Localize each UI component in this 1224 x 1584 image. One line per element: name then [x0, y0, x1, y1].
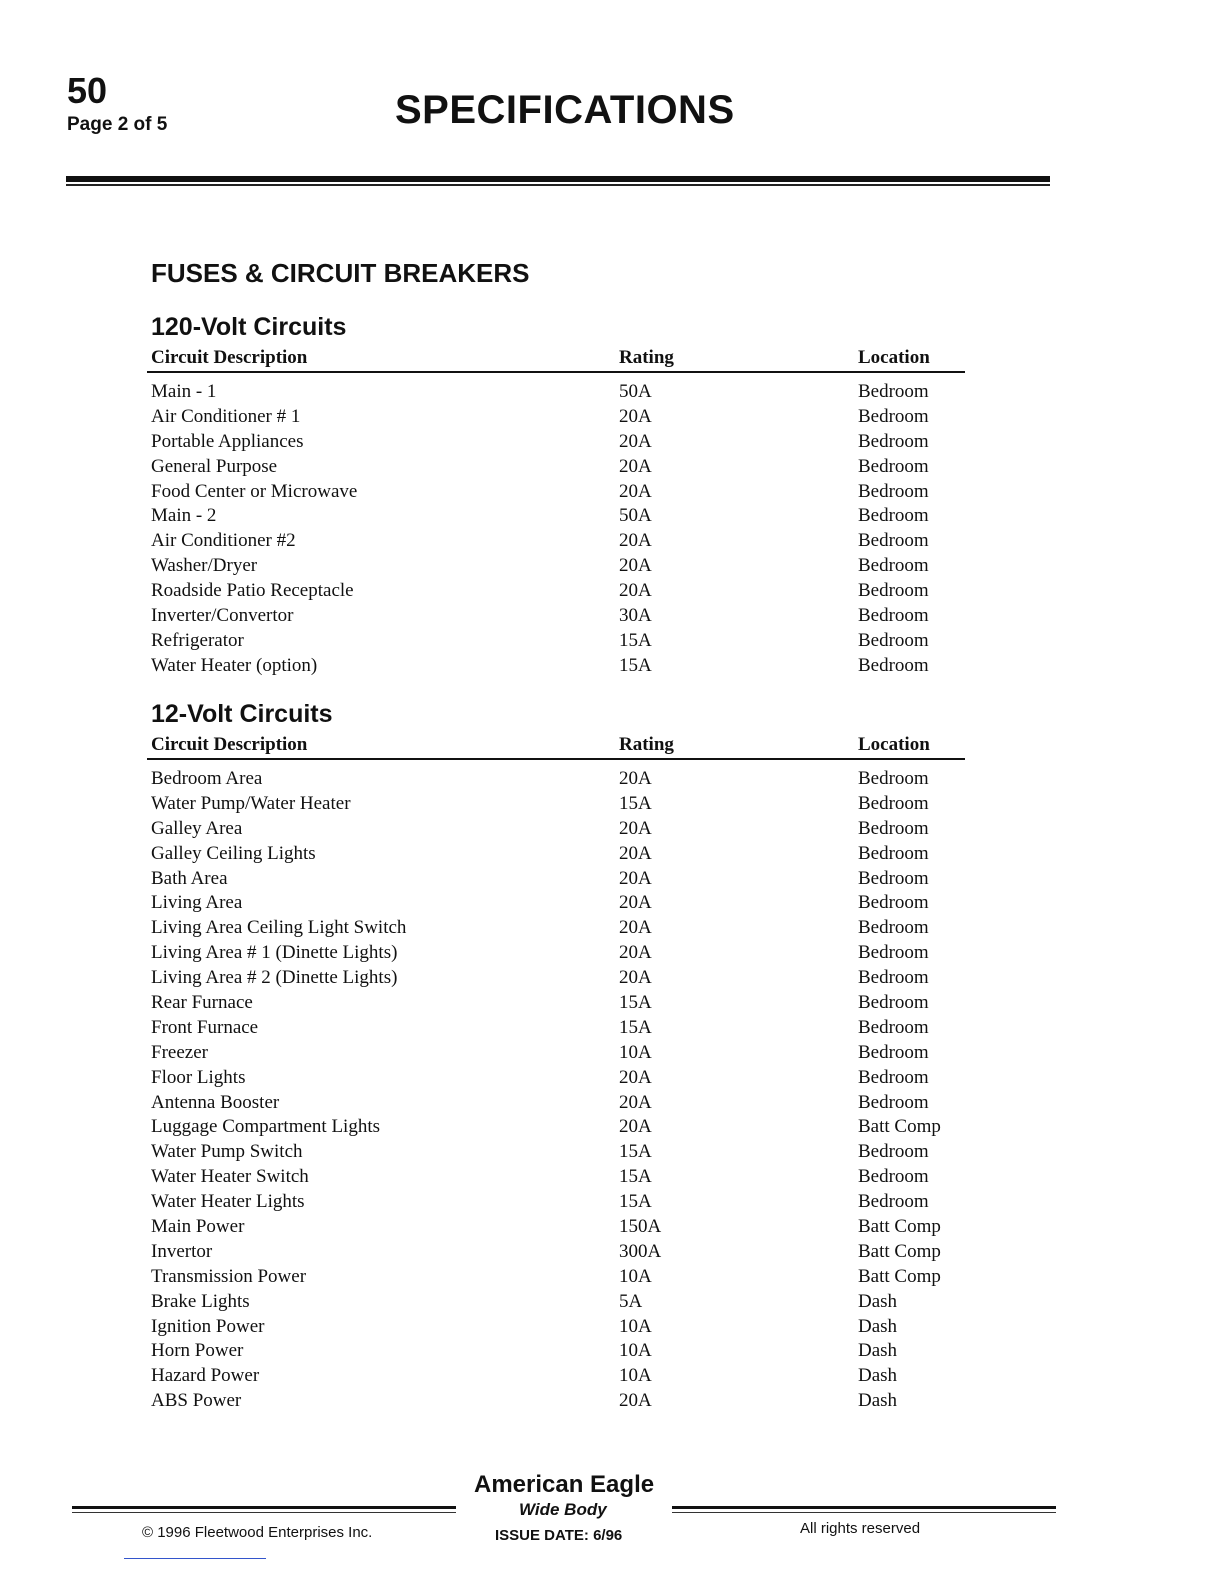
page-number: 50 [67, 70, 108, 111]
table-row [0, 1365, 1224, 1390]
footer-brand: American Eagle [474, 1471, 655, 1498]
circuit-description: General Purpose [151, 455, 278, 477]
circuit-rating: 20A [619, 942, 652, 964]
table-row [0, 843, 1224, 868]
circuit-rating: 5A [619, 1290, 643, 1312]
circuit-description: Living Area # 1 (Dinette Lights) [151, 942, 398, 964]
table-row [0, 1017, 1224, 1042]
circuit-rating: 20A [619, 405, 652, 427]
table-row [0, 655, 1224, 680]
circuit-location: Bedroom [858, 555, 929, 577]
circuit-rating: 20A [619, 1116, 652, 1138]
table-row [0, 868, 1224, 893]
circuit-rating: 15A [619, 992, 652, 1014]
table-row [0, 481, 1224, 506]
circuit-description: Washer/Dryer [151, 555, 258, 577]
circuit-rating: 15A [619, 629, 652, 651]
table-row [0, 818, 1224, 843]
circuit-location: Bedroom [858, 580, 929, 602]
table-row [0, 505, 1224, 530]
page-of-label: Page 2 of 5 [67, 114, 168, 135]
table-row [0, 793, 1224, 818]
table-row [0, 942, 1224, 967]
table-row [0, 892, 1224, 917]
circuit-description: ABS Power [151, 1390, 242, 1412]
circuit-location: Bedroom [858, 768, 929, 789]
circuit-rating: 20A [619, 867, 652, 889]
circuit-description: Inverter/Convertor [151, 605, 294, 627]
footer-sub-brand: Wide Body [519, 1500, 607, 1519]
circuit-location: Batt Comp [858, 1240, 941, 1262]
circuit-rating: 15A [619, 654, 652, 676]
circuit-rating: 20A [619, 967, 652, 989]
table-row [0, 917, 1224, 942]
circuit-location: Bedroom [858, 405, 929, 427]
table-row [0, 1291, 1224, 1316]
circuit-location: Bedroom [858, 654, 929, 676]
table-row [0, 1042, 1224, 1067]
circuit-description: Hazard Power [151, 1365, 260, 1387]
table-row [0, 530, 1224, 555]
circuit-location: Bedroom [858, 480, 929, 502]
circuit-description: Floor Lights [151, 1066, 246, 1088]
circuit-description: Horn Power [151, 1340, 244, 1362]
circuit-location: Dash [858, 1390, 898, 1412]
circuit-location: Bedroom [858, 605, 929, 627]
circuit-rating: 10A [619, 1315, 652, 1337]
circuit-rating: 20A [619, 1066, 652, 1088]
circuit-description: Water Pump Switch [151, 1141, 303, 1163]
column-header-description: Circuit Description [151, 347, 308, 368]
table-row [0, 630, 1224, 655]
circuit-description: Living Area # 2 (Dinette Lights) [151, 967, 398, 989]
circuit-location: Bedroom [858, 1141, 929, 1163]
circuit-description: Water Pump/Water Heater [151, 792, 351, 814]
table-row [0, 1092, 1224, 1117]
table-row [0, 992, 1224, 1017]
table-row [0, 431, 1224, 456]
circuit-rating: 10A [619, 1340, 652, 1362]
circuit-description: Invertor [151, 1240, 213, 1262]
table-row [0, 1191, 1224, 1216]
table-row [0, 1166, 1224, 1191]
circuit-location: Bedroom [858, 1066, 929, 1088]
footer-rule-left-thin [72, 1512, 456, 1513]
circuit-location: Bedroom [858, 867, 929, 889]
circuit-description: Bath Area [151, 867, 228, 889]
circuit-location: Bedroom [858, 1166, 929, 1188]
circuit-location: Dash [858, 1340, 898, 1362]
circuit-description: Brake Lights [151, 1290, 250, 1312]
table-title-12v: 12-Volt Circuits [151, 700, 333, 728]
circuit-location: Bedroom [858, 817, 929, 839]
circuit-description: Galley Ceiling Lights [151, 842, 316, 864]
table-title-120v: 120-Volt Circuits [151, 313, 347, 341]
footer-rule-left [72, 1506, 456, 1509]
footer-issue-date: ISSUE DATE: 6/96 [495, 1527, 623, 1544]
table-row [0, 605, 1224, 630]
circuit-description: Main Power [151, 1216, 245, 1238]
table-body-120v [0, 381, 1224, 680]
footer-underline [124, 1558, 266, 1559]
column-header-location: Location [858, 734, 930, 755]
circuit-rating: 20A [619, 430, 652, 452]
circuit-location: Bedroom [858, 792, 929, 814]
circuit-description: Bedroom Area [151, 768, 263, 789]
circuit-location: Bedroom [858, 455, 929, 477]
circuit-rating: 30A [619, 605, 652, 627]
circuit-location: Bedroom [858, 892, 929, 914]
circuit-location: Bedroom [858, 629, 929, 651]
circuit-rating: 20A [619, 892, 652, 914]
table-row [0, 555, 1224, 580]
circuit-rating: 50A [619, 381, 652, 402]
circuit-description: Main - 2 [151, 505, 217, 527]
circuit-description: Water Heater (option) [151, 654, 318, 676]
table-row [0, 1340, 1224, 1365]
circuit-rating: 20A [619, 817, 652, 839]
circuit-rating: 10A [619, 1041, 652, 1063]
circuit-rating: 150A [619, 1216, 662, 1238]
circuit-description: Main - 1 [151, 381, 217, 402]
circuit-rating: 20A [619, 455, 652, 477]
circuit-location: Bedroom [858, 917, 929, 939]
circuit-rating: 15A [619, 792, 652, 814]
column-header-location: Location [858, 347, 930, 368]
table-row [0, 406, 1224, 431]
table-row [0, 1266, 1224, 1291]
circuit-rating: 15A [619, 1016, 652, 1038]
circuit-location: Dash [858, 1315, 898, 1337]
circuit-rating: 20A [619, 917, 652, 939]
circuit-rating: 20A [619, 1390, 652, 1412]
circuit-rating: 15A [619, 1191, 652, 1213]
circuit-location: Bedroom [858, 505, 929, 527]
circuit-rating: 20A [619, 480, 652, 502]
circuit-rating: 10A [619, 1265, 652, 1287]
circuit-rating: 15A [619, 1141, 652, 1163]
circuit-location: Batt Comp [858, 1116, 941, 1138]
circuit-rating: 20A [619, 580, 652, 602]
circuit-rating: 20A [619, 1091, 652, 1113]
table-header-rule [147, 758, 965, 760]
circuit-location: Bedroom [858, 1016, 929, 1038]
circuit-location: Bedroom [858, 530, 929, 552]
footer-rule-right [672, 1506, 1056, 1509]
circuit-location: Dash [858, 1290, 898, 1312]
table-row [0, 1241, 1224, 1266]
circuit-rating: 50A [619, 505, 652, 527]
circuit-description: Front Furnace [151, 1016, 259, 1038]
circuit-location: Dash [858, 1365, 898, 1387]
table-row [0, 580, 1224, 605]
table-row [0, 1116, 1224, 1141]
circuit-rating: 20A [619, 530, 652, 552]
circuit-location: Bedroom [858, 1091, 929, 1113]
circuit-location: Bedroom [858, 381, 929, 402]
table-row [0, 381, 1224, 406]
circuit-rating: 20A [619, 842, 652, 864]
column-header-description: Circuit Description [151, 734, 308, 755]
header-rule-thin [66, 184, 1050, 186]
circuit-description: Living Area Ceiling Light Switch [151, 917, 407, 939]
footer-rule-right-thin [672, 1512, 1056, 1513]
circuit-location: Bedroom [858, 942, 929, 964]
circuit-description: Air Conditioner #2 [151, 530, 296, 552]
table-header-rule [147, 371, 965, 373]
table-row [0, 1216, 1224, 1241]
table-row [0, 967, 1224, 992]
circuit-description: Transmission Power [151, 1265, 307, 1287]
circuit-location: Bedroom [858, 430, 929, 452]
circuit-description: Ignition Power [151, 1315, 265, 1337]
table-row [0, 1141, 1224, 1166]
circuit-location: Bedroom [858, 1191, 929, 1213]
circuit-rating: 10A [619, 1365, 652, 1387]
circuit-location: Bedroom [858, 967, 929, 989]
section-title: FUSES & CIRCUIT BREAKERS [151, 258, 530, 288]
circuit-description: Rear Furnace [151, 992, 253, 1014]
table-row [0, 768, 1224, 793]
column-header-rating: Rating [619, 734, 674, 755]
circuit-location: Bedroom [858, 1041, 929, 1063]
circuit-rating: 20A [619, 768, 652, 789]
circuit-location: Bedroom [858, 992, 929, 1014]
circuit-description: Air Conditioner # 1 [151, 405, 301, 427]
header-rule [66, 176, 1050, 182]
circuit-location: Batt Comp [858, 1265, 941, 1287]
circuit-description: Water Heater Lights [151, 1191, 305, 1213]
table-row [0, 456, 1224, 481]
circuit-description: Water Heater Switch [151, 1166, 309, 1188]
table-body-12v [0, 768, 1224, 1415]
circuit-description: Roadside Patio Receptacle [151, 580, 354, 602]
circuit-description: Luggage Compartment Lights [151, 1116, 381, 1138]
circuit-rating: 300A [619, 1240, 662, 1262]
circuit-location: Batt Comp [858, 1216, 941, 1238]
footer-copyright: © 1996 Fleetwood Enterprises Inc. [142, 1524, 373, 1541]
circuit-description: Antenna Booster [151, 1091, 280, 1113]
circuit-description: Living Area [151, 892, 243, 914]
table-row [0, 1390, 1224, 1415]
circuit-description: Food Center or Microwave [151, 480, 358, 502]
column-header-rating: Rating [619, 347, 674, 368]
footer-rights: All rights reserved [800, 1520, 921, 1537]
circuit-rating: 15A [619, 1166, 652, 1188]
circuit-description: Freezer [151, 1041, 208, 1063]
table-row [0, 1316, 1224, 1341]
circuit-location: Bedroom [858, 842, 929, 864]
page-title: SPECIFICATIONS [395, 88, 735, 132]
circuit-description: Portable Appliances [151, 430, 304, 452]
circuit-description: Refrigerator [151, 629, 244, 651]
table-row [0, 1067, 1224, 1092]
circuit-description: Galley Area [151, 817, 243, 839]
circuit-rating: 20A [619, 555, 652, 577]
